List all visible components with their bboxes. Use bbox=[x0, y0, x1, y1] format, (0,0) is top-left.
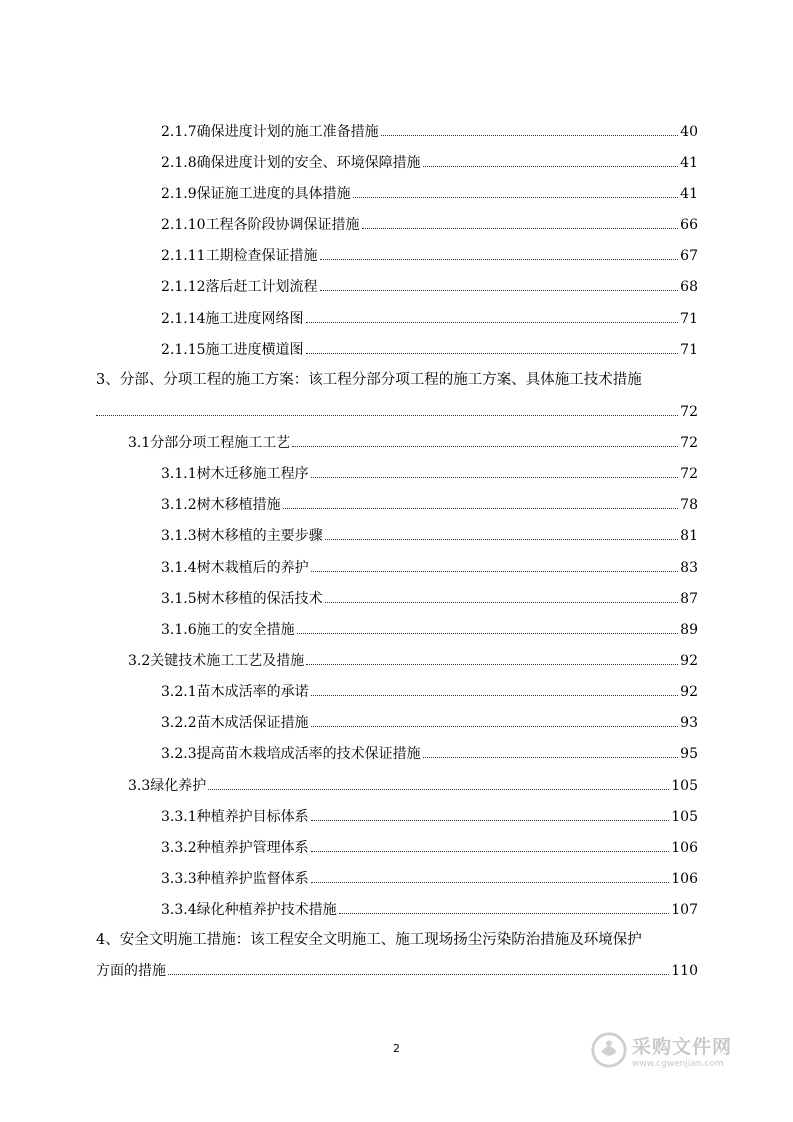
dot-leader bbox=[292, 446, 678, 447]
toc-entry-label: 3.1.4树木栽植后的养护 bbox=[161, 560, 309, 576]
toc-entry[interactable] bbox=[161, 804, 698, 826]
toc-entry-page: 40 bbox=[680, 124, 698, 140]
toc-entry[interactable] bbox=[161, 212, 698, 234]
toc-entry-label: 3.2.2苗木成活保证措施 bbox=[161, 715, 309, 731]
watermark-name: 采购文件网 bbox=[632, 1035, 733, 1058]
toc-entry[interactable] bbox=[128, 648, 698, 670]
dot-leader bbox=[325, 539, 679, 540]
dot-leader bbox=[423, 757, 679, 758]
toc-entry[interactable] bbox=[161, 897, 698, 919]
dot-leader bbox=[320, 259, 679, 260]
toc-entry[interactable] bbox=[161, 337, 698, 359]
dot-leader bbox=[306, 664, 678, 665]
toc-entry-page: 68 bbox=[680, 279, 698, 295]
dot-leader bbox=[353, 197, 679, 198]
dot-leader bbox=[311, 477, 679, 478]
toc-entry[interactable] bbox=[161, 523, 698, 545]
dot-leader bbox=[96, 415, 678, 416]
dot-leader bbox=[306, 322, 679, 323]
toc-entry-page: 95 bbox=[680, 746, 698, 762]
toc-entry[interactable] bbox=[161, 679, 698, 701]
toc-entry-page: 106 bbox=[671, 871, 698, 887]
toc-entry[interactable] bbox=[161, 150, 698, 172]
dot-leader bbox=[339, 913, 670, 914]
dot-leader bbox=[283, 508, 679, 509]
toc-entry-page: 67 bbox=[680, 248, 698, 264]
toc-entry-label: 3.1.3树木移植的主要步骤 bbox=[161, 528, 323, 544]
toc-entry[interactable] bbox=[161, 306, 698, 328]
toc-entry[interactable] bbox=[161, 617, 698, 639]
dot-leader bbox=[311, 695, 679, 696]
toc-entry-page: 72 bbox=[680, 466, 698, 482]
toc-entry-label: 2.1.15施工进度横道图 bbox=[161, 342, 304, 358]
toc-entry-label: 2.1.12落后赶工计划流程 bbox=[161, 279, 318, 295]
section-3-heading[interactable]: 3、分部、分项工程的施工方案：该工程分部分项工程的施工方案、具体施工技术措施 bbox=[96, 372, 642, 388]
dot-leader bbox=[311, 726, 679, 727]
toc-entry-page: 41 bbox=[680, 155, 698, 171]
toc-entry-page: 83 bbox=[680, 560, 698, 576]
toc-entry[interactable] bbox=[161, 835, 698, 857]
toc-entry-page: 92 bbox=[680, 684, 698, 700]
toc-entry-page: 72 bbox=[680, 435, 698, 451]
dot-leader bbox=[311, 820, 670, 821]
toc-entry[interactable] bbox=[161, 243, 698, 265]
section-3-leader-row[interactable] bbox=[96, 399, 698, 421]
dot-leader bbox=[311, 882, 670, 883]
toc-entry-label: 2.1.14施工进度网络图 bbox=[161, 311, 304, 327]
toc-entry-page: 93 bbox=[680, 715, 698, 731]
toc-entry-label: 3.3.1种植养护目标体系 bbox=[161, 809, 309, 825]
toc-entry-page: 72 bbox=[680, 404, 698, 420]
toc-entry[interactable] bbox=[161, 741, 698, 763]
toc-entry-label: 3.3绿化养护 bbox=[128, 778, 207, 794]
toc-entry-label: 2.1.9保证施工进度的具体措施 bbox=[161, 186, 351, 202]
toc-entry-label: 3.1分部分项工程施工工艺 bbox=[128, 435, 291, 451]
toc-entry-label: 3.2.1苗木成活率的承诺 bbox=[161, 684, 309, 700]
toc-entry-label: 3.3.3种植养护监督体系 bbox=[161, 871, 309, 887]
toc-entry-label: 3.1.2树木移植措施 bbox=[161, 497, 281, 513]
toc-entry-page: 66 bbox=[680, 217, 698, 233]
toc-entry-page: 106 bbox=[671, 840, 698, 856]
toc-entry-page: 41 bbox=[680, 186, 698, 202]
toc-entry-label: 方面的措施 bbox=[96, 963, 166, 979]
toc-entry-label: 3.3.2种植养护管理体系 bbox=[161, 840, 309, 856]
toc-entry[interactable] bbox=[161, 492, 698, 514]
toc-entry-label: 3.1.6施工的安全措施 bbox=[161, 622, 295, 638]
toc-entry-label: 3.1.5树木移植的保活技术 bbox=[161, 591, 323, 607]
toc-entry[interactable] bbox=[161, 119, 698, 141]
dot-leader bbox=[381, 135, 679, 136]
dot-leader bbox=[311, 571, 679, 572]
toc-entry-page: 105 bbox=[671, 809, 698, 825]
dot-leader bbox=[362, 228, 679, 229]
toc-entry-label: 2.1.10工程各阶段协调保证措施 bbox=[161, 217, 360, 233]
dot-leader bbox=[297, 633, 679, 634]
toc-entry-page: 92 bbox=[680, 653, 698, 669]
toc-entry-page: 87 bbox=[680, 591, 698, 607]
dot-leader bbox=[320, 290, 679, 291]
toc-entry-page: 107 bbox=[671, 902, 698, 918]
toc-entry[interactable] bbox=[128, 773, 698, 795]
toc-entry[interactable] bbox=[161, 586, 698, 608]
toc-entry-page: 110 bbox=[671, 963, 698, 979]
dot-leader bbox=[306, 353, 679, 354]
dot-leader bbox=[208, 789, 669, 790]
toc-entry[interactable] bbox=[161, 461, 698, 483]
dot-leader bbox=[168, 974, 669, 975]
toc-entry-label: 2.1.7确保进度计划的施工准备措施 bbox=[161, 124, 379, 140]
toc-entry-page: 71 bbox=[680, 342, 698, 358]
watermark-logo-icon bbox=[590, 1031, 628, 1069]
toc-entry[interactable] bbox=[161, 866, 698, 888]
toc-entry[interactable] bbox=[161, 181, 698, 203]
watermark-url: www.cgwenjian.com bbox=[632, 1058, 724, 1069]
toc-entry-label: 3.2关键技术施工工艺及措施 bbox=[128, 653, 305, 669]
watermark bbox=[590, 1025, 750, 1075]
toc-entry-label: 2.1.11工期检查保证措施 bbox=[161, 248, 318, 264]
toc-entry-page: 89 bbox=[680, 622, 698, 638]
toc-entry-label: 3.3.4绿化种植养护技术措施 bbox=[161, 902, 337, 918]
page-number: 2 bbox=[393, 1042, 400, 1055]
dot-leader bbox=[311, 851, 670, 852]
toc-entry-label: 3.2.3提高苗木栽培成活率的技术保证措施 bbox=[161, 746, 421, 762]
toc-entry[interactable] bbox=[161, 274, 698, 296]
toc-entry-page: 81 bbox=[680, 528, 698, 544]
toc-entry-label: 2.1.8确保进度计划的安全、环境保障措施 bbox=[161, 155, 421, 171]
toc-entry[interactable] bbox=[128, 430, 698, 452]
section-4-leader-row[interactable] bbox=[96, 958, 698, 980]
dot-leader bbox=[325, 602, 679, 603]
dot-leader bbox=[423, 166, 679, 167]
toc-entry-page: 78 bbox=[680, 497, 698, 513]
toc-entry-label: 3.1.1树木迁移施工程序 bbox=[161, 466, 309, 482]
section-4-heading[interactable]: 4、安全文明施工措施：该工程安全文明施工、施工现场扬尘污染防治措施及环境保护 bbox=[96, 932, 642, 948]
toc-entry[interactable] bbox=[161, 710, 698, 732]
toc-entry-page: 71 bbox=[680, 311, 698, 327]
toc-entry[interactable] bbox=[161, 555, 698, 577]
toc-entry-page: 105 bbox=[671, 778, 698, 794]
